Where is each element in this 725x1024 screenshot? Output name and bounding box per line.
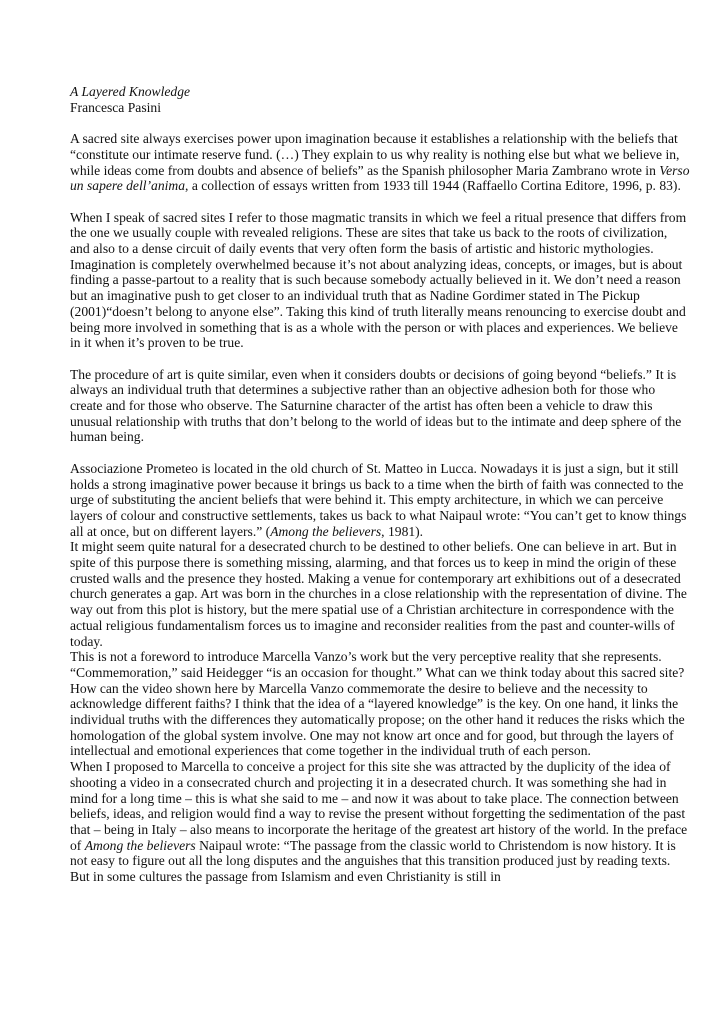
paragraph-1-text-b: , a collection of essays written from 1933 till 1944 (Raffaello Cortina Editore, 1996, p. 83).	[185, 178, 681, 194]
paragraph-1-text-a: A sacred site always exercises power upon imagination because it establishes a relationship with the beliefs that “constitute our intimate reserve fund. (…) They explain to us why reality is nothing else but what we believe in, while ideas come from doubts and absence of beliefs” as the Spanish philosopher Maria Zambrano wrote in	[70, 131, 680, 178]
paragraph-gap	[70, 445, 690, 461]
book-title-among: Among the believers	[270, 523, 382, 539]
book-title-verso: Verso un sapere dell’anima	[70, 162, 690, 194]
paragraph-5: It might seem quite natural for a desecrated church to be destined to other beliefs. One can believe in art. But in spite of this purpose there is something missing, alarming, and that forces us to keep in mind the origin of these crusted walls and the presence they hosted. Making a venue for contemporary art exhibitions out of a desecrated church generates a gap. Art was born in the churches in a close relationship with the representation of divine. The way out from this plot is history, but the mere spatial use of a Christian architecture in correspondence with the actual religious fundamentalism forces us to imagine and reconsider realities from the past and counter-wills of today.	[70, 539, 687, 649]
essay-title: A Layered Knowledge	[70, 84, 191, 99]
paragraph-8	[70, 759, 690, 885]
paragraph-gap	[70, 351, 690, 367]
paragraph-8-text-a: When I proposed to Marcella to conceive a project for this site she was attracted by the duplicity of the idea of shooting a video in a consecrated church and projecting it in a desecrated church. It was something she had in mind for a long time – this is what she said to me – and now it was about to take place. The connection between beliefs, ideas, and religion would find a way to revise the present without forgetting the sedimentation of the past that – being in Italy – also means to incorporate the heritage of the greatest art history of the world. In the preface of	[70, 759, 688, 853]
paragraph-3: The procedure of art is quite similar, even when it considers doubts or decisions of going beyond “beliefs.” It is always an individual truth that determines a subjective rather than an objective adhesion both for those who create and for those who observe. The Saturnine character of the artist has often been a vehicle to draw this unusual relationship with truths that don’t belong to the world of ideas but to the intimate and deep sphere of the human being.	[70, 366, 682, 445]
paragraph-gap	[70, 115, 690, 131]
book-title-among-2: Among the believers	[84, 837, 196, 853]
paragraph-4-text-a: Associazione Prometeo is located in the old church of St. Matteo in Lucca. Nowadays it is just a sign, but it still holds a strong imaginative power because it brings us back to a time when the birth of faith was connected to the urge of substituting the ancient beliefs that were behind it. This empty architecture, in which we can perceive layers of colour and constructive settlements, takes us back to what Naipaul wrote: “You can’t get to know things all at once, but on different layers.” (	[70, 460, 687, 539]
paragraph-6: This is not a foreword to introduce Marcella Vanzo’s work but the very perceptive reality that she represents.	[70, 649, 662, 665]
paragraph-7: “Commemoration,” said Heidegger “is an occasion for thought.” What can we think today about this sacred site? How can the video shown here by Marcella Vanzo commemorate the desire to believe and the necessity to acknowledge different faiths? I think that the idea of a “layered knowledge” is the key. On one hand, it links the individual truths with the differences they automatically propose; on the other hand it reduces the risks which the homologation of the global system involve. One may not know art once and for good, but through the layers of intellectual and emotional experiences that come together in the individual truth of each person.	[70, 664, 685, 759]
essay-author: Francesca Pasini	[70, 99, 161, 115]
paragraph-8-text-b: Naipaul wrote: “The passage from the classic world to Christendom is now history. It is not easy to figure out all the long disputes and the anguishes that this transition produced just by reading texts. But in some cultures the passage from Islamism and even Christianity is still in	[70, 837, 676, 885]
paragraph-4	[70, 461, 690, 540]
paragraph-2: When I speak of sacred sites I refer to those magmatic transits in which we feel a ritual presence that differs from the one we usually couple with revealed religions. These are sites that take us back to the roots of civilization, and also to a dense circuit of daily events that very often form the basis of artistic and historic mythologies. Imagination is completely overwhelmed because it’s not about analyzing ideas, concepts, or images, but is about finding a passe-partout to a reality that is such because somebody actually believed in it. We don’t need a reason but an imaginative push to get closer to an individual truth that as Nadine Gordimer stated in The Pickup (2001)“doesn’t belong to anyone else”. Taking this kind of truth literally means renouncing to exercise doubt and being more involved in something that is as a whole with the person or with places and experiences. We believe in it when it’s proven to be true.	[70, 209, 687, 351]
paragraph-4-text-b: , 1981).	[381, 523, 424, 539]
document-page	[70, 84, 690, 885]
paragraph-1	[70, 131, 690, 194]
paragraph-gap	[70, 194, 690, 210]
